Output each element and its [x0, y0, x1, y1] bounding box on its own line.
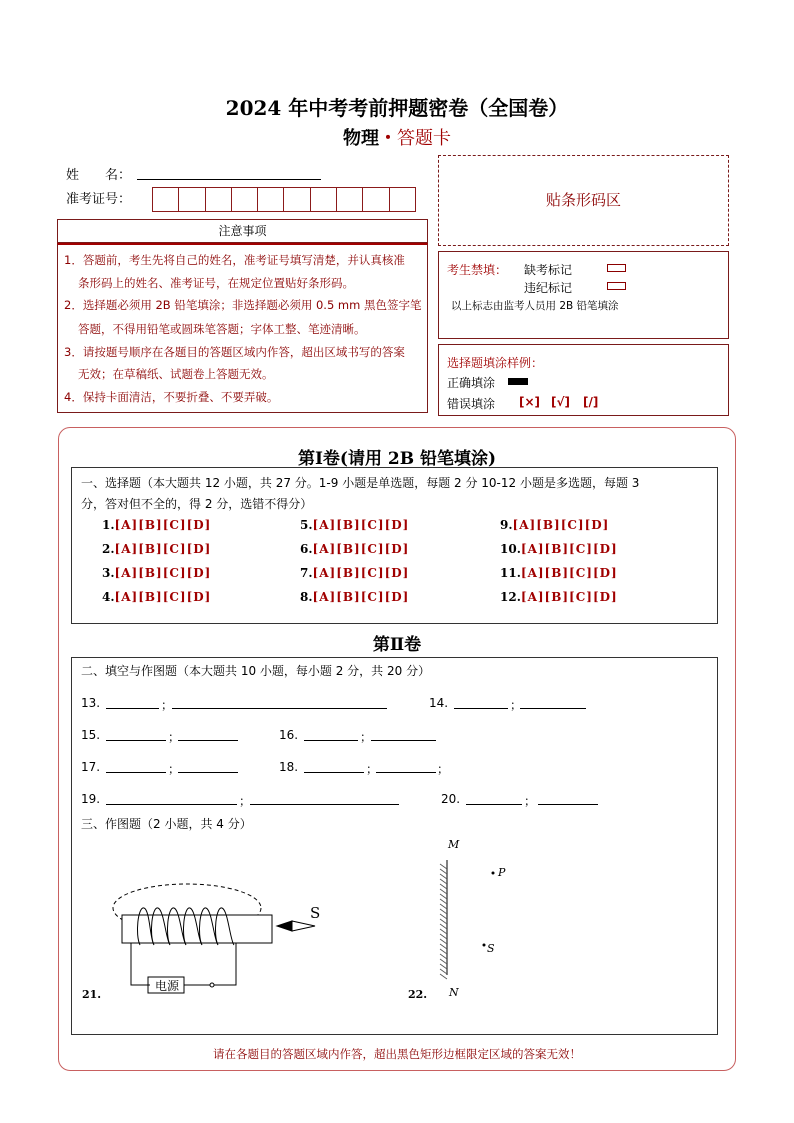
- fill-title: 二、填空与作图题（本大题共 10 小题，每小题 2 分，共 20 分）: [81, 664, 431, 678]
- answer-options[interactable]: [A][B][C][D]: [114, 590, 212, 604]
- hatch-mark: [440, 899, 447, 904]
- hatch-mark: [440, 904, 447, 909]
- hatch-mark: [440, 894, 447, 899]
- hatch-mark: [440, 954, 447, 959]
- ban-label: 考生禁填：: [447, 263, 508, 277]
- answer-options[interactable]: [A][B][C][D]: [520, 590, 618, 604]
- hatch-mark: [440, 919, 447, 924]
- answer-options[interactable]: [A][B][C][D]: [114, 518, 212, 532]
- part2-title: 第Ⅱ卷: [372, 635, 422, 655]
- notice-line: 1．答题前，考生先将自己的姓名，准考证号填写清楚，并认真核准: [64, 253, 405, 267]
- sample-title: 选择题填涂样例：: [447, 356, 544, 370]
- semicolon: ；: [168, 762, 181, 776]
- hatch-mark: [440, 914, 447, 919]
- subject: 物理: [343, 128, 379, 149]
- hatch-mark: [440, 924, 447, 929]
- hatch-mark: [440, 884, 447, 889]
- hatch-mark: [440, 969, 447, 974]
- barcode-area: 贴条形码区: [438, 155, 729, 246]
- answer-options[interactable]: [A][B][C][D]: [114, 542, 212, 556]
- choice-instructions: 一、选择题（本大题共 12 小题，共 27 分。1-9 小题是单选题，每题 2 分 10-12 小题是多选题，每题 3: [81, 476, 640, 490]
- semicolon: ；: [510, 698, 523, 712]
- question-number: 5.: [300, 518, 313, 532]
- semicolon: ；: [366, 762, 379, 776]
- pole-label: S: [310, 904, 321, 922]
- point-p: [492, 872, 495, 875]
- hatch-mark: [440, 939, 447, 944]
- answer-options[interactable]: [A][B][C][D]: [114, 566, 212, 580]
- label-s: S: [487, 942, 495, 955]
- wrong-mark: [√]: [551, 395, 570, 409]
- label-n: N: [449, 986, 459, 999]
- name-label: 姓 名：: [66, 168, 132, 183]
- question-number: 9.: [500, 518, 513, 532]
- question-number: 6.: [300, 542, 313, 556]
- answer-options[interactable]: [A][B][C][D]: [312, 542, 410, 556]
- ban-note: 以上标志由监考人员用 2B 铅笔填涂: [451, 300, 619, 312]
- question-number: 8.: [300, 590, 313, 604]
- semicolon: ；: [161, 698, 174, 712]
- answer-options[interactable]: [A][B][C][D]: [520, 566, 618, 580]
- question-number: 4.: [102, 590, 115, 604]
- absent-label: 缺考标记: [524, 263, 573, 277]
- hatch-mark: [440, 889, 447, 894]
- wrong-mark: [/]: [583, 395, 599, 409]
- q21-number: 21.: [82, 988, 102, 1001]
- answer-options[interactable]: [A][B][C][D]: [512, 518, 610, 532]
- hatch-mark: [440, 874, 447, 879]
- question-number: 16.: [279, 728, 299, 742]
- solenoid-diagram: [113, 884, 315, 993]
- label-m: M: [448, 838, 460, 851]
- hatch-mark: [440, 879, 447, 884]
- hatch-mark: [440, 869, 447, 874]
- hatch-mark: [440, 909, 447, 914]
- hatch-mark: [440, 944, 447, 949]
- question-number: 19.: [81, 792, 101, 806]
- semicolon: ；: [168, 730, 181, 744]
- question-number: 12.: [500, 590, 521, 604]
- q22-number: 22.: [408, 988, 428, 1001]
- draw-title: 三、作图题（2 小题，共 4 分）: [81, 817, 252, 831]
- card-label: 答题卡: [397, 128, 451, 149]
- mirror-diagram: [440, 860, 495, 979]
- answer-options[interactable]: [A][B][C][D]: [520, 542, 618, 556]
- violation-label: 违纪标记: [524, 281, 573, 295]
- notice-line: 答题，不得用铅笔或圆珠笔答题；字体工整、笔迹清晰。: [78, 322, 366, 336]
- semicolon: ；: [360, 730, 373, 744]
- question-number: 1.: [102, 518, 115, 532]
- hatch-mark: [440, 949, 447, 954]
- question-number: 10.: [500, 542, 521, 556]
- notice-line: 无效；在草稿纸、试题卷上答题无效。: [78, 367, 274, 381]
- notice-header: 注意事项: [57, 219, 428, 243]
- answer-options[interactable]: [A][B][C][D]: [312, 518, 410, 532]
- hatch-mark: [440, 929, 447, 934]
- question-number: 14.: [429, 696, 449, 710]
- notice-line: 4．保持卡面清洁，不要折叠、不要弄破。: [64, 390, 279, 404]
- question-number: 2.: [102, 542, 115, 556]
- wrong-label: 错误填涂: [447, 397, 496, 411]
- notice-line: 3．请按题号顺序在各题目的答题区域内作答，超出区域书写的答案: [64, 345, 405, 359]
- point-s: [483, 944, 486, 947]
- label-p: P: [498, 866, 506, 879]
- question-number: 20.: [441, 792, 461, 806]
- id-label: 准考证号：: [66, 192, 132, 207]
- answer-options[interactable]: [A][B][C][D]: [312, 590, 410, 604]
- hatch-mark: [440, 974, 447, 979]
- semicolon: ；: [524, 794, 537, 808]
- power-source-label: 电源: [155, 979, 180, 993]
- question-number: 13.: [81, 696, 101, 710]
- notice-line: 2．选择题必须用 2B 铅笔填涂；非选择题必须用 0.5 mm 黑色签字笔: [64, 298, 422, 312]
- notice-line: 条形码上的姓名、准考证号，在规定位置贴好条形码。: [78, 276, 354, 290]
- semicolon: ；: [437, 762, 450, 776]
- part1-title: 第Ⅰ卷(请用 2B 铅笔填涂): [297, 449, 497, 469]
- hatch-mark: [440, 934, 447, 939]
- question-number: 7.: [300, 566, 313, 580]
- question-number: 18.: [279, 760, 299, 774]
- question-number: 15.: [81, 728, 101, 742]
- choice-instructions: 分，答对但不全的，得 2 分，选错不得分）: [81, 497, 313, 511]
- separator: ・: [379, 128, 397, 149]
- question-number: 17.: [81, 760, 101, 774]
- question-number: 11.: [500, 566, 521, 580]
- answer-options[interactable]: [A][B][C][D]: [312, 566, 410, 580]
- footer-warning: 请在各题目的答题区域内作答，超出黑色矩形边框限定区域的答案无效！: [213, 1047, 581, 1061]
- wrong-mark: [×]: [519, 395, 541, 409]
- semicolon: ；: [239, 794, 252, 808]
- exam-title: 2024 年中考考前押题密卷（全国卷）: [225, 96, 569, 120]
- hatch-mark: [440, 959, 447, 964]
- hatch-mark: [440, 864, 447, 869]
- hatch-mark: [440, 964, 447, 969]
- correct-label: 正确填涂: [447, 376, 496, 390]
- question-number: 3.: [102, 566, 115, 580]
